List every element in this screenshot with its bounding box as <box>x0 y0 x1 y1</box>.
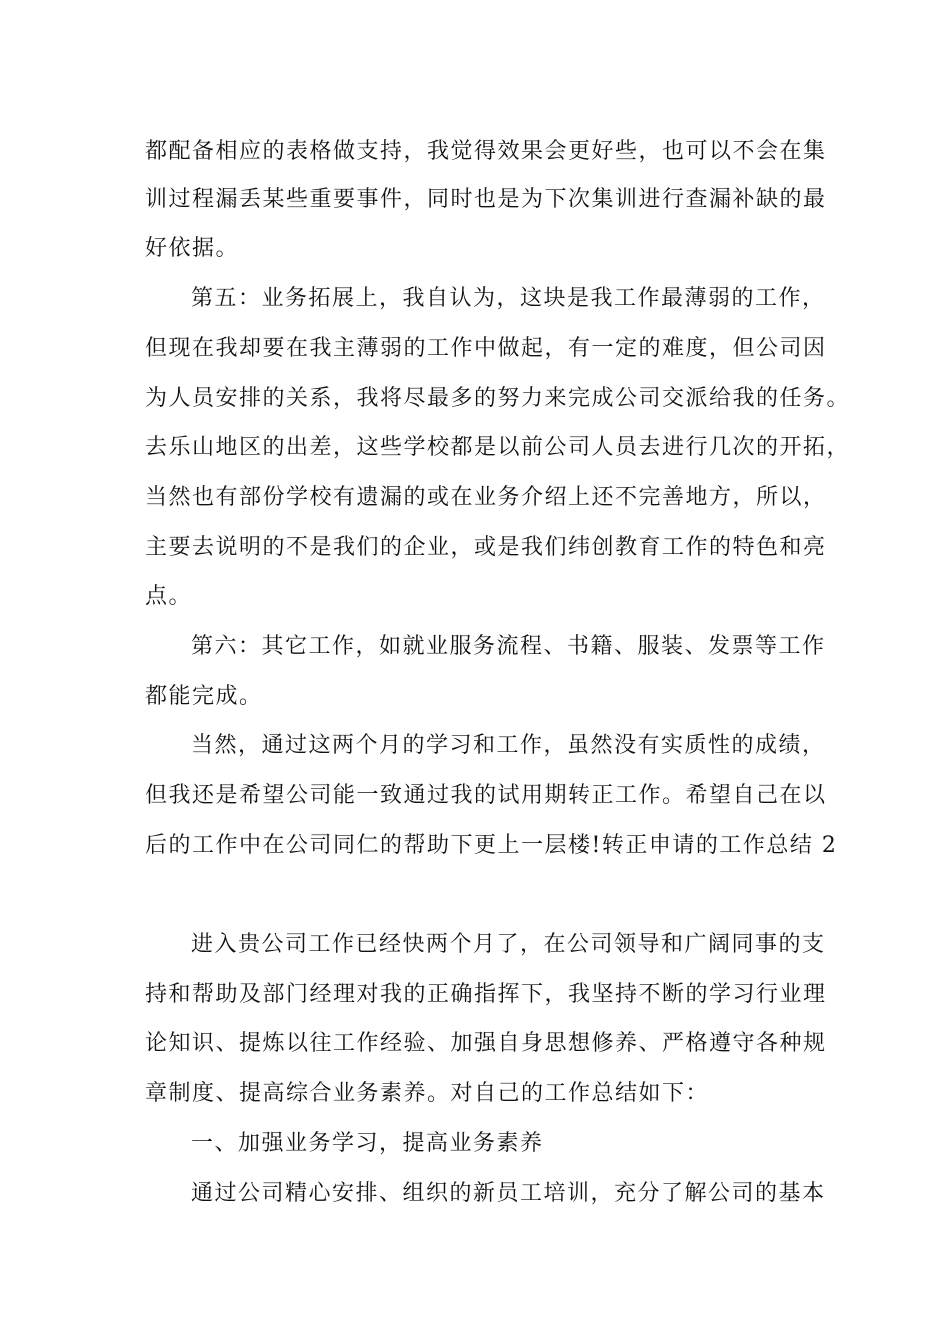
text-line: 但现在我却要在我主薄弱的工作中做起，有一定的难度，但公司因 <box>145 336 827 361</box>
text-line: 都配备相应的表格做支持，我觉得效果会更好些，也可以不会在集 <box>145 139 827 164</box>
text-line: 后的工作中在公司同仁的帮助下更上一层楼!转正申请的工作总结 2 <box>145 833 838 858</box>
text-line: 但我还是希望公司能一致通过我的试用期转正工作。希望自己在以 <box>145 783 827 808</box>
text-line: 好依据。 <box>145 236 240 261</box>
text-line: 当然也有部份学校有遗漏的或在业务介绍上还不完善地方，所以， <box>145 485 827 510</box>
text-line: 进入贵公司工作已经快两个月了，在公司领导和广阔同事的支 <box>191 932 826 957</box>
text-line: 训过程漏丢某些重要事件，同时也是为下次集训进行查漏补缺的最 <box>145 187 827 212</box>
text-line: 去乐山地区的出差，这些学校都是以前公司人员去进行几次的开拓， <box>145 435 851 460</box>
text-line: 点。 <box>145 584 193 609</box>
text-line: 都能完成。 <box>145 684 263 709</box>
text-line: 章制度、提高综合业务素养。对自己的工作总结如下： <box>145 1081 710 1106</box>
text-line: 为人员安排的关系，我将尽最多的努力来完成公司交派给我的任务。 <box>145 386 851 411</box>
text-line: 第五：业务拓展上，我自认为，这块是我工作最薄弱的工作， <box>191 286 826 311</box>
text-line: 第六：其它工作，如就业服务流程、书籍、服装、发票等工作 <box>191 634 826 659</box>
text-line: 持和帮助及部门经理对我的正确指挥下，我坚持不断的学习行业理 <box>145 982 827 1007</box>
text-line: 当然，通过这两个月的学习和工作，虽然没有实质性的成绩， <box>191 733 826 758</box>
section-heading: 一、加强业务学习，提高业务素养 <box>191 1131 544 1156</box>
text-line: 论知识、提炼以往工作经验、加强自身思想修养、严格遵守各种规 <box>145 1031 827 1056</box>
text-line: 主要去说明的不是我们的企业，或是我们纬创教育工作的特色和亮 <box>145 535 827 560</box>
text-line: 通过公司精心安排、组织的新员工培训，充分了解公司的基本 <box>191 1181 826 1206</box>
